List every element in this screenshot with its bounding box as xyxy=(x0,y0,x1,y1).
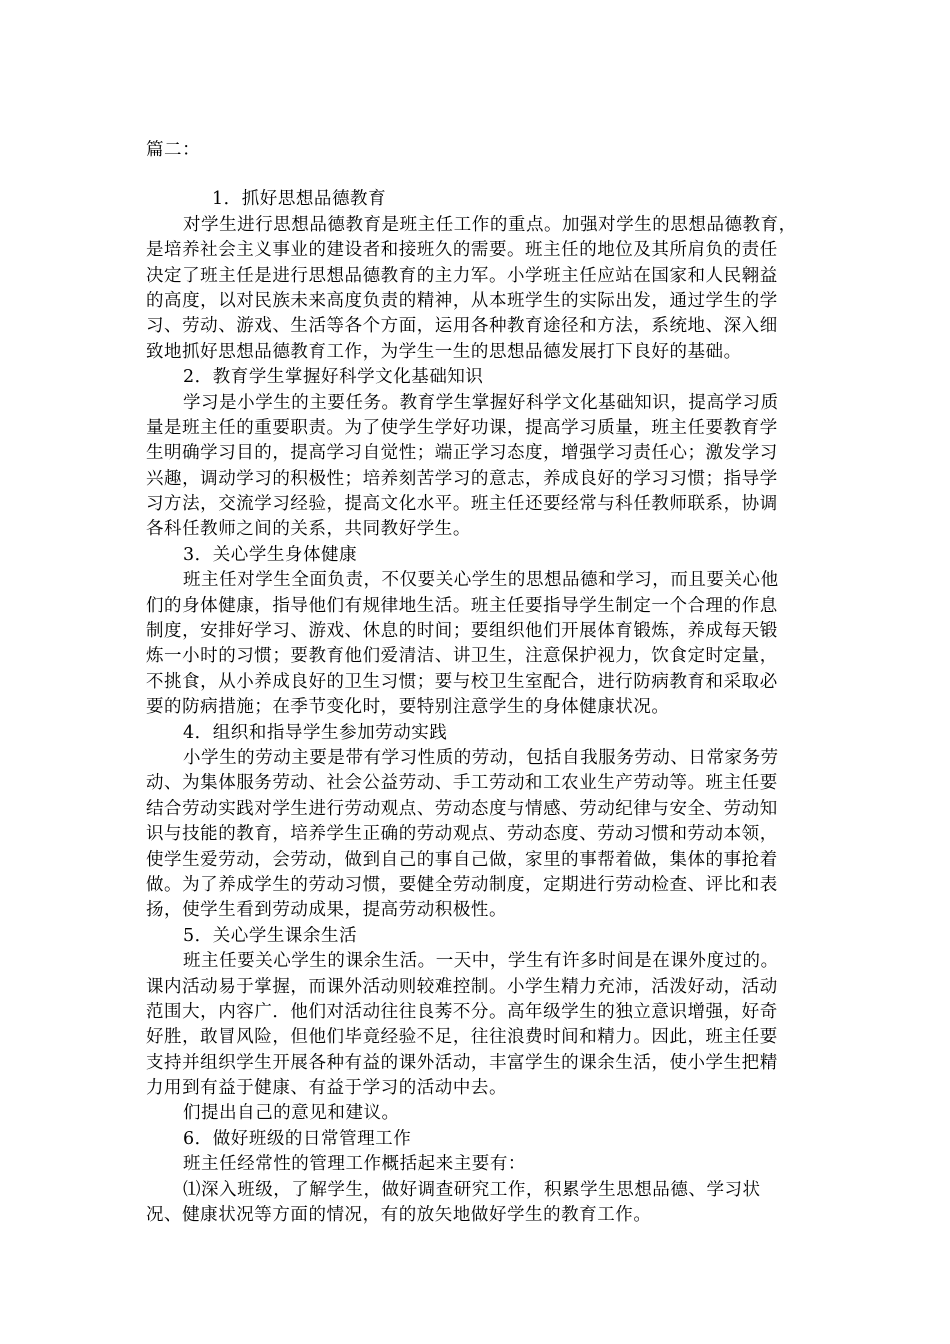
paragraph-line: 决定了班主任是进行思想品德教育的主力军。小学班主任应站在国家和人民翱益 xyxy=(146,265,778,286)
section-heading: 1．抓好思想品德教育 xyxy=(212,189,387,210)
paragraph-first-line: 班主任经常性的管理工作概括起来主要有： xyxy=(183,1154,526,1175)
paragraph-first-line: 学习是小学生的主要任务。教育学生掌握好科学文化基础知识，提高学习质 xyxy=(183,392,779,413)
paragraph-line: 量是班主任的重要职责。为了使学生学好功课，提高学习质量，班主任要教育学 xyxy=(146,417,778,438)
paragraph-first-line: 们提出自己的意见和建议。 xyxy=(183,1103,400,1124)
section-heading: 4．组织和指导学生参加劳动实践 xyxy=(183,722,448,743)
paragraph-line: 致地抓好思想品德教育工作，为学生一生的思想品德发展打下良好的基础。 xyxy=(146,341,742,362)
paragraph-first-line: 班主任要关心学生的课余生活。一天中，学生有许多时间是在课外度过的。 xyxy=(183,951,779,972)
paragraph-line: 们的身体健康，指导他们有规律地生活。班主任要指导学生制定一个合理的作息 xyxy=(146,595,778,616)
section-heading: 6．做好班级的日常管理工作 xyxy=(183,1128,412,1149)
paragraph-line: 习方法，交流学习经验，提高文化水平。班主任还要经常与科任教师联系，协调 xyxy=(146,494,778,515)
paragraph-line: 制度，安排好学习、游戏、休息的时间；要组织他们开展体育锻炼，养成每天锻 xyxy=(146,621,778,642)
paragraph-first-line: 对学生进行思想品德教育是班主任工作的重点。加强对学生的思想品德教育， xyxy=(183,214,797,235)
paragraph-line: 范围大，内容广．他们对活动往往良莠不分。高年级学生的独立意识增强，好奇 xyxy=(146,1001,778,1022)
paragraph-line: 扬，使学生看到劳动成果，提高劳动积极性。 xyxy=(146,900,507,921)
paragraph-line: 习、劳动、游戏、生活等各个方面，运用各种教育途径和方法，系统地、深入细 xyxy=(146,316,778,337)
paragraph-line: 结合劳动实践对学生进行劳动观点、劳动态度与情感、劳动纪律与安全、劳动知 xyxy=(146,798,778,819)
paragraph-line: 动、为集体服务劳动、社会公益劳动、手工劳动和工农业生产劳动等。班主任要 xyxy=(146,773,778,794)
paragraph-line: 的高度，以对民族未来高度负责的精神，从本班学生的实际出发，通过学生的学 xyxy=(146,290,778,311)
paragraph-line: 炼一小时的习惯；要教育他们爱清洁、讲卫生，注意保护视力，饮食定时定量， xyxy=(146,646,778,667)
paragraph-line: 课内活动易于掌握，而课外活动则较难控制。小学生精力充沛，活泼好动，活动 xyxy=(146,976,778,997)
paragraph-line: 各科任教师之间的关系，共同教好学生。 xyxy=(146,519,471,540)
paragraph-line: 兴趣，调动学习的积极性；培养刻苦学习的意志，养成良好的学习习惯；指导学 xyxy=(146,468,778,489)
paragraph-line: 要的防病措施；在季节变化时，要特别注意学生的身体健康状况。 xyxy=(146,697,670,718)
paragraph-line: 使学生爱劳动，会劳动，做到自己的事自己做，家里的事帮着做，集体的事抢着 xyxy=(146,849,778,870)
paragraph-line: 不挑食，从小养成良好的卫生习惯；要与校卫生室配合，进行防病教育和采取必 xyxy=(146,671,778,692)
section-heading: 3．关心学生身体健康 xyxy=(183,544,358,565)
document-page xyxy=(146,138,808,1228)
section-heading: 5．关心学生课余生活 xyxy=(183,925,358,946)
paragraph-first-line: 小学生的劳动主要是带有学习性质的劳动，包括自我服务劳动、日常家务劳 xyxy=(183,747,779,768)
paragraph-line: 生明确学习目的，提高学习自觉性；端正学习态度，增强学习责任心；激发学习 xyxy=(146,443,778,464)
paragraph-line: 识与技能的教育，培养学生正确的劳动观点、劳动态度、劳动习惯和劳动本领， xyxy=(146,824,778,845)
paragraph-line: 支持并组织学生开展各种有益的课外活动，丰富学生的课余生活，使小学生把精 xyxy=(146,1052,778,1073)
paragraph-line: 好胜，敢冒风险，但他们毕竟经验不足，往往浪费时间和精力。因此，班主任要 xyxy=(146,1027,778,1048)
document-title: 篇二： xyxy=(146,140,201,160)
paragraph-line: 做。为了养成学生的劳动习惯，要健全劳动制度，定期进行劳动检查、评比和表 xyxy=(146,874,778,895)
paragraph-first-line: ⑴深入班级，了解学生，做好调查研究工作，积累学生思想品德、学习状 xyxy=(183,1179,761,1200)
paragraph-line: 况、健康状况等方面的情况，有的放矢地做好学生的教育工作。 xyxy=(146,1205,652,1226)
paragraph-first-line: 班主任对学生全面负责，不仅要关心学生的思想品德和学习，而且要关心他 xyxy=(183,570,779,591)
paragraph-line: 是培养社会主义事业的建设者和接班久的需要。班主任的地位及其所肩负的责任 xyxy=(146,240,778,261)
paragraph-line: 力用到有益于健康、有益于学习的活动中去。 xyxy=(146,1078,507,1099)
section-heading: 2．教育学生掌握好科学文化基础知识 xyxy=(183,367,484,388)
document-body xyxy=(146,187,808,1228)
